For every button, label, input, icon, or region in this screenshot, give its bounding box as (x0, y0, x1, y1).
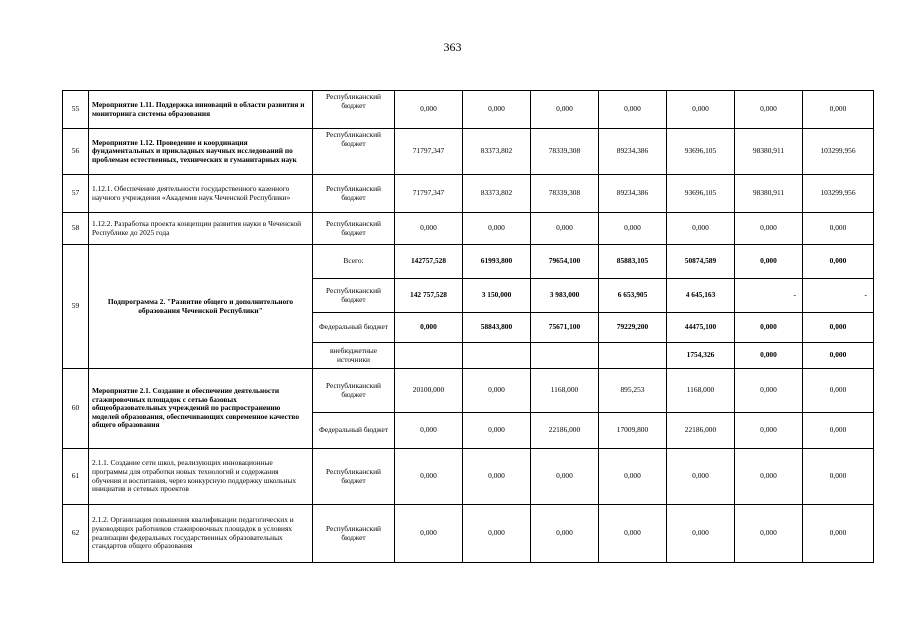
value-cell: 0,000 (531, 505, 599, 563)
value-cell: 98380,911 (735, 175, 803, 213)
row-number: 60 (63, 369, 89, 449)
row-number: 62 (63, 505, 89, 563)
value-cell: 79654,100 (531, 245, 599, 279)
value-cell: 0,000 (667, 213, 735, 245)
value-cell: 4 645,163 (667, 279, 735, 313)
value-cell: 895,253 (599, 369, 667, 413)
table-row (63, 369, 874, 413)
value-cell: 61993,800 (463, 245, 531, 279)
row-number: 57 (63, 175, 89, 213)
value-cell: 0,000 (395, 505, 463, 563)
value-cell: 0,000 (463, 449, 531, 505)
funding-source: Республиканский бюджет (313, 505, 395, 563)
page-number: 363 (443, 40, 462, 54)
table-row (63, 245, 874, 279)
row-description: Мероприятие 1.12. Проведение и координация фундаментальных и прикладных научных исследований по проблемам естественных, технических и гуманитарных наук (89, 129, 313, 175)
funding-source: Республиканский бюджет (313, 449, 395, 505)
value-cell: 83373,802 (463, 175, 531, 213)
funding-source: Республиканский бюджет (313, 175, 395, 213)
value-cell: 3 983,000 (531, 279, 599, 313)
row-number: 56 (63, 129, 89, 175)
row-description: 2.1.2. Организация повышения квалификации педагогических и руководящих работников стажировочных площадок в условиях реализации федеральных государственных образовательных стандартов общего образования (89, 505, 313, 563)
value-cell: 0,000 (803, 505, 874, 563)
value-cell: 0,000 (463, 505, 531, 563)
value-cell: 50874,589 (667, 245, 735, 279)
funding-source: Республиканский бюджет (313, 91, 395, 129)
value-cell: 0,000 (395, 413, 463, 449)
value-cell: 83373,802 (463, 129, 531, 175)
value-cell: 0,000 (735, 369, 803, 413)
value-cell: 0,000 (395, 213, 463, 245)
value-cell: - (735, 279, 803, 313)
value-cell: 17009,800 (599, 413, 667, 449)
value-cell: 75671,100 (531, 313, 599, 343)
value-cell: 0,000 (735, 313, 803, 343)
value-cell: 0,000 (463, 369, 531, 413)
value-cell: 71797,347 (395, 129, 463, 175)
value-cell: 89234,386 (599, 175, 667, 213)
value-cell: 85883,105 (599, 245, 667, 279)
value-cell: 0,000 (735, 213, 803, 245)
row-description: Мероприятие 1.11. Поддержка инноваций в области развития и мониторинга системы образования (89, 91, 313, 129)
table-row (63, 175, 874, 213)
value-cell: 71797,347 (395, 175, 463, 213)
value-cell: 0,000 (599, 449, 667, 505)
value-cell: 0,000 (735, 91, 803, 129)
table-row (63, 449, 874, 505)
value-cell: 6 653,905 (599, 279, 667, 313)
value-cell: 0,000 (803, 213, 874, 245)
value-cell: 0,000 (395, 449, 463, 505)
value-cell: 103299,956 (803, 129, 874, 175)
value-cell: 0,000 (803, 245, 874, 279)
value-cell: 0,000 (463, 213, 531, 245)
value-cell: 103299,956 (803, 175, 874, 213)
value-cell (599, 343, 667, 369)
value-cell: 58843,800 (463, 313, 531, 343)
row-number: 58 (63, 213, 89, 245)
value-cell: 0,000 (735, 343, 803, 369)
value-cell: 20100,000 (395, 369, 463, 413)
value-cell: 0,000 (463, 413, 531, 449)
table-row (63, 91, 874, 129)
value-cell: 78339,308 (531, 175, 599, 213)
row-number: 61 (63, 449, 89, 505)
value-cell: 0,000 (735, 245, 803, 279)
value-cell: 0,000 (803, 343, 874, 369)
value-cell: 0,000 (803, 313, 874, 343)
value-cell: 0,000 (599, 91, 667, 129)
value-cell: 89234,386 (599, 129, 667, 175)
value-cell: - (803, 279, 874, 313)
value-cell: 0,000 (463, 91, 531, 129)
value-cell: 0,000 (803, 413, 874, 449)
value-cell: 3 150,000 (463, 279, 531, 313)
value-cell: 79229,200 (599, 313, 667, 343)
value-cell: 0,000 (667, 505, 735, 563)
value-cell: 0,000 (531, 213, 599, 245)
row-number: 55 (63, 91, 89, 129)
row-description: 1.12.1. Обеспечение деятельности государственного казенного научного учреждения «Академия наук Чеченской Республики» (89, 175, 313, 213)
value-cell: 22186,000 (531, 413, 599, 449)
row-number: 59 (63, 245, 89, 369)
value-cell (395, 343, 463, 369)
funding-source: Республиканский бюджет (313, 369, 395, 413)
value-cell (463, 343, 531, 369)
row-description: Мероприятие 2.1. Создание и обеспечение деятельности стажировочных площадок с сетью базовых общеобразовательных учреждений по распространению моделей образования, обеспечивающих современное качество общего образования (89, 369, 313, 449)
value-cell: 0,000 (531, 91, 599, 129)
table-row (63, 505, 874, 563)
funding-source: Федеральный бюджет (313, 313, 395, 343)
row-description: 2.1.1. Создание сети школ, реализующих инновационные программы для отработки новых технологий и содержания обучения и воспитания, через конкурсную поддержку школьных инициатив и сетевых проектов (89, 449, 313, 505)
value-cell: 0,000 (599, 213, 667, 245)
value-cell: 142 757,528 (395, 279, 463, 313)
funding-source: Всего: (313, 245, 395, 279)
value-cell: 0,000 (667, 449, 735, 505)
value-cell: 0,000 (599, 505, 667, 563)
value-cell: 0,000 (803, 449, 874, 505)
value-cell: 0,000 (735, 449, 803, 505)
funding-source: Республиканский бюджет (313, 279, 395, 313)
value-cell: 0,000 (803, 91, 874, 129)
value-cell: 1168,000 (667, 369, 735, 413)
value-cell: 1754,326 (667, 343, 735, 369)
value-cell: 0,000 (531, 449, 599, 505)
value-cell: 98380,911 (735, 129, 803, 175)
value-cell: 0,000 (395, 91, 463, 129)
value-cell: 22186,000 (667, 413, 735, 449)
funding-source: внебюджетные источники (313, 343, 395, 369)
value-cell: 0,000 (735, 413, 803, 449)
funding-source: Республиканский бюджет (313, 213, 395, 245)
table-row (63, 213, 874, 245)
value-cell: 0,000 (803, 369, 874, 413)
table-row (63, 129, 874, 175)
value-cell: 93696,105 (667, 175, 735, 213)
value-cell: 1168,000 (531, 369, 599, 413)
value-cell: 44475,100 (667, 313, 735, 343)
row-description: 1.12.2. Разработка проекта концепции развития науки в Чеченской Республике до 2025 года (89, 213, 313, 245)
value-cell (531, 343, 599, 369)
funding-source: Республиканский бюджет (313, 129, 395, 175)
budget-table (62, 90, 874, 563)
value-cell: 78339,308 (531, 129, 599, 175)
value-cell: 0,000 (667, 91, 735, 129)
funding-source: Федеральный бюджет (313, 413, 395, 449)
value-cell: 0,000 (735, 505, 803, 563)
value-cell: 0,000 (395, 313, 463, 343)
row-description: Подпрограмма 2. "Развитие общего и дополнительного образования Чеченской Республики" (89, 245, 313, 369)
value-cell: 93696,105 (667, 129, 735, 175)
value-cell: 142757,528 (395, 245, 463, 279)
